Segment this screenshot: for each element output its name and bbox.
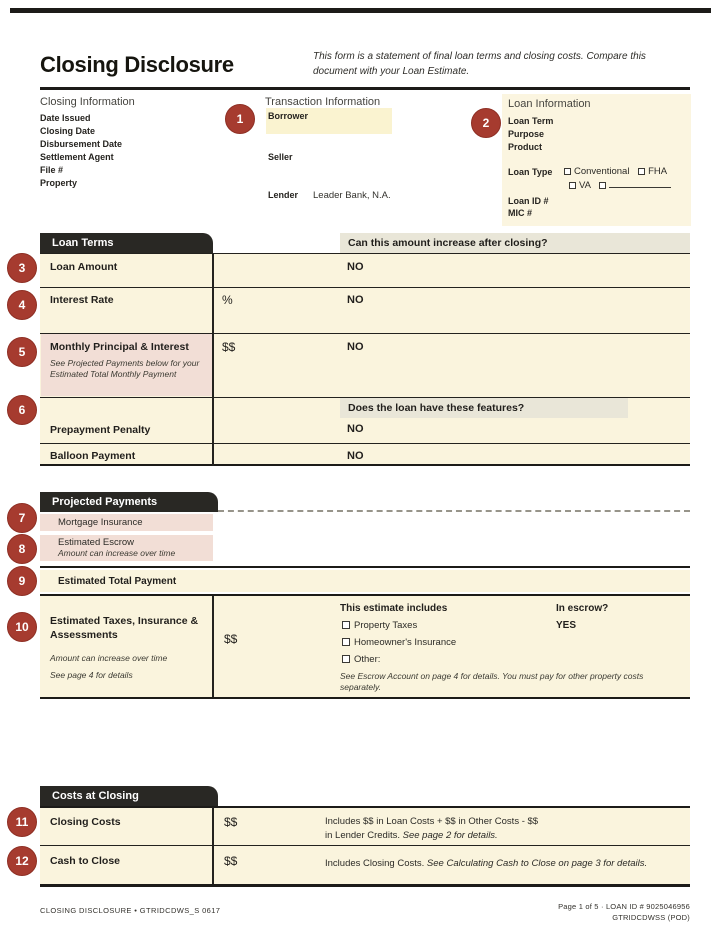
estimated-taxes-note2: See page 4 for details (50, 670, 133, 680)
closing-costs-description (325, 815, 665, 843)
callout-6: 6 (7, 395, 37, 425)
estimated-escrow-label: Estimated Escrow (58, 537, 135, 548)
callout-4: 4 (7, 290, 37, 320)
estimated-taxes-amount: $$ (224, 632, 238, 646)
loan-information-heading: Loan Information (508, 98, 591, 110)
callout-1: 1 (225, 104, 255, 134)
field-label-property: Property (40, 178, 78, 188)
taxes-column-divider (212, 596, 214, 697)
cash-to-close-label: Cash to Close (50, 855, 121, 867)
other-loan-type-blank[interactable] (609, 179, 671, 188)
header-rule (40, 87, 690, 90)
footer-page-number: Page 1 of 5 · LOAN ID # 9025046956 (558, 902, 690, 911)
projected-payments-tab: Projected Payments (40, 492, 218, 512)
lender-label: Lender (268, 190, 299, 200)
monthly-pi-note: See Projected Payments below for your Estimated Total Monthly Payment (50, 358, 200, 380)
field-label-date-issued: Date Issued (40, 113, 91, 123)
projected-payments-dashed-rule (218, 510, 690, 512)
estimate-includes-heading: This estimate includes (340, 603, 448, 614)
callout-12: 12 (7, 846, 37, 876)
page-title: Closing Disclosure (40, 52, 234, 77)
page-top-rule (10, 8, 711, 13)
loan-terms-column-divider (212, 253, 214, 466)
field-label-disbursement-date: Disbursement Date (40, 139, 123, 149)
homeowners-insurance-row (342, 637, 456, 648)
closing-information-fields (40, 112, 122, 190)
lender-value: Leader Bank, N.A. (313, 190, 391, 201)
property-taxes-row (342, 620, 417, 631)
purpose-label: Purpose (508, 129, 545, 139)
va-option-label: VA (579, 180, 591, 191)
homeowners-insurance-label: Homeowner's Insurance (354, 637, 457, 648)
property-taxes-checkbox[interactable] (342, 621, 350, 629)
callout-8: 8 (7, 534, 37, 564)
closing-costs-desc-line1: Includes $$ in Loan Costs + $$ in Other Costs - $$ (325, 816, 539, 827)
conventional-checkbox[interactable] (564, 168, 571, 175)
homeowners-insurance-checkbox[interactable] (342, 638, 350, 646)
in-escrow-heading: In escrow? (556, 603, 609, 614)
form-intro-text: This form is a statement of final loan terms and closing costs. Compare this document with your Loan Estimate. (313, 51, 646, 77)
loan-type-options-row1 (564, 166, 667, 177)
estimated-total-payment-label: Estimated Total Payment (58, 576, 177, 587)
loan-type-label: Loan Type (508, 167, 553, 177)
balloon-payment-label: Balloon Payment (50, 450, 136, 462)
interest-rate-answer: NO (347, 294, 364, 306)
va-checkbox[interactable] (569, 182, 576, 189)
seller-label: Seller (268, 152, 293, 162)
monthly-pi-unit: $$ (222, 340, 236, 354)
estimated-taxes-note1: Amount can increase over time (50, 653, 168, 663)
features-question-band: Does the loan have these features? (340, 398, 628, 418)
loan-term-label: Loan Term (508, 116, 554, 126)
property-taxes-label: Property Taxes (354, 620, 418, 631)
footer-page-info (558, 902, 690, 923)
loan-amount-answer: NO (347, 261, 364, 273)
callout-11: 11 (7, 807, 37, 837)
costs-at-closing-tab: Costs at Closing (40, 786, 218, 806)
cash-to-close-description (325, 857, 680, 871)
prepayment-penalty-label: Prepayment Penalty (50, 424, 151, 436)
closing-costs-desc-line2-italic: See page 2 for details. (402, 829, 498, 841)
escrow-footnote: See Escrow Account on page 4 for details. You must pay for other property costs separately. (340, 671, 644, 693)
callout-3: 3 (7, 253, 37, 283)
cash-to-close-amount: $$ (224, 854, 238, 868)
monthly-pi-answer: NO (347, 341, 364, 353)
cash-desc-plain: Includes Closing Costs. (325, 858, 425, 869)
mic-label: MIC # (508, 208, 533, 218)
loan-terms-tab: Loan Terms (40, 233, 213, 253)
estimated-taxes-label: Estimated Taxes, Insurance & Assessments (50, 615, 199, 642)
other-checkbox[interactable] (342, 655, 350, 663)
callout-5: 5 (7, 337, 37, 367)
increase-question-band: Can this amount increase after closing? (340, 233, 690, 253)
other-row (342, 654, 380, 665)
balloon-payment-answer: NO (347, 450, 364, 462)
callout-2: 2 (471, 108, 501, 138)
field-label-closing-date: Closing Date (40, 126, 96, 136)
conventional-option-label: Conventional (574, 166, 630, 177)
cash-desc-italic: See Calculating Cash to Close on page 3 for details. (426, 858, 648, 869)
loan-amount-label: Loan Amount (50, 261, 118, 273)
monthly-pi-label: Monthly Principal & Interest (50, 341, 189, 353)
field-label-file-number: File # (40, 165, 64, 175)
closing-costs-desc-line2: in Lender Credits. (325, 829, 400, 841)
field-label-settlement-agent: Settlement Agent (40, 152, 114, 162)
footer-doc-id: CLOSING DISCLOSURE • GTRIDCDWS_S 0617 (40, 906, 221, 915)
interest-rate-unit: % (222, 293, 233, 307)
other-label: Other: (354, 654, 381, 665)
product-label: Product (508, 142, 543, 152)
prepayment-penalty-answer: NO (347, 423, 364, 435)
loan-information-panel (502, 94, 691, 226)
closing-costs-label: Closing Costs (50, 816, 121, 828)
closing-information-heading: Closing Information (40, 96, 135, 108)
borrower-label: Borrower (268, 111, 309, 121)
loan-type-options-row2 (569, 179, 671, 191)
fha-checkbox[interactable] (638, 168, 645, 175)
callout-9: 9 (7, 566, 37, 596)
transaction-information-heading: Transaction Information (265, 96, 381, 108)
callout-7: 7 (7, 503, 37, 533)
loan-id-label: Loan ID # (508, 196, 549, 206)
estimated-escrow-note: Amount can increase over time (58, 548, 176, 558)
interest-rate-label: Interest Rate (50, 294, 114, 306)
closing-costs-amount: $$ (224, 815, 238, 829)
callout-10: 10 (7, 612, 37, 642)
mortgage-insurance-label: Mortgage Insurance (58, 517, 143, 528)
in-escrow-value: YES (556, 620, 577, 631)
fha-option-label: FHA (648, 166, 668, 177)
other-loan-type-checkbox[interactable] (599, 182, 606, 189)
footer-doc-code: GTRIDCDWSS (POD) (612, 912, 690, 922)
